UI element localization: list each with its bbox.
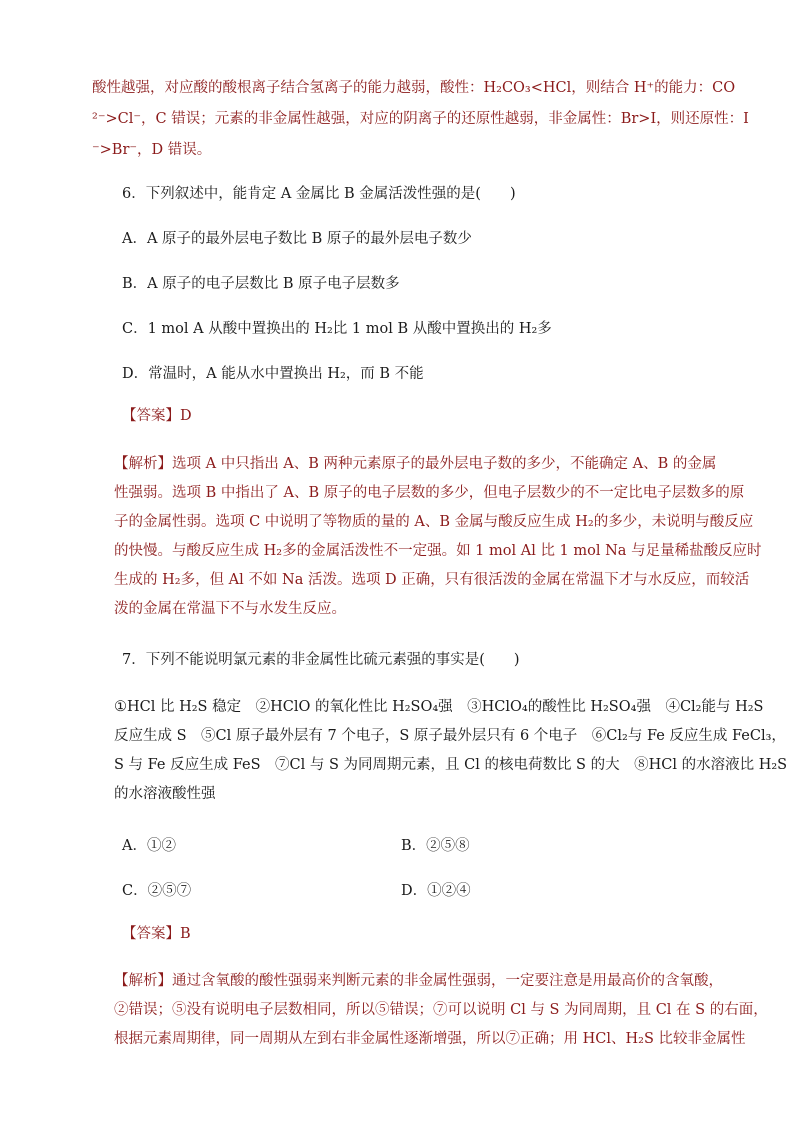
q7-analysis-line: 根据元素周期律，同一周期从左到右非金属性逐渐增强，所以⑦正确；用 HCl、H₂S 比较非金属性 [114, 1031, 746, 1047]
q6-option-c: C．1 mol A 从酸中置换出的 H₂比 1 mol B 从酸中置换出的 H₂多 [122, 321, 552, 337]
q7-fact-line: 的水溶液酸性强 [114, 786, 216, 802]
q7-stem: 7．下列不能说明氯元素的非金属性比硫元素强的事实是( ) [122, 652, 520, 668]
q7-fact-line: ①HCl 比 H₂S 稳定 ②HClO 的氧化性比 H₂SO₄强 ③HClO₄的酸性比 H₂SO₄强 ④Cl₂能与 H₂S [114, 699, 764, 715]
q7-analysis [114, 967, 768, 1054]
q7-answer: 【答案】B [122, 926, 191, 942]
q7-option-c: C．②⑤⑦ [122, 883, 192, 899]
q6-analysis-line: 【解析】选项 A 中只指出 A、B 两种元素原子的最外层电子数的多少，不能确定 A、B 的金属 [114, 456, 717, 472]
q7-option-b: B．②⑤⑧ [401, 838, 470, 854]
q6-analysis-line: 子的金属性弱。选项 C 中说明了等物质的量的 A、B 金属与酸反应生成 H₂的多少，未说明与酸反应 [114, 514, 754, 530]
q7-fact-line: S 与 Fe 反应生成 FeS ⑦Cl 与 S 为同周期元素，且 Cl 的核电荷数比 S 的大 ⑧HCl 的水溶液比 H₂S [114, 757, 788, 773]
q7-option-a: A．①② [122, 838, 176, 854]
q6-answer: 【答案】D [122, 408, 192, 424]
q7-analysis-line: 【解析】通过含氧酸的酸性强弱来判断元素的非金属性强弱，一定要注意是用最高价的含氧酸， [114, 973, 723, 989]
q6-analysis-line: 的快慢。与酸反应生成 H₂多的金属活泼性不一定强。如 1 mol Al 比 1 mol Na 与足量稀盐酸反应时 [114, 543, 762, 559]
q6-analysis [114, 450, 762, 624]
q7-facts [114, 693, 788, 809]
intro-line-3: ⁻>Br⁻，D 错误。 [92, 142, 212, 158]
q6-analysis-line: 泼的金属在常温下不与水发生反应。 [114, 601, 346, 617]
q6-option-a: A．A 原子的最外层电子数比 B 原子的最外层电子数少 [122, 231, 472, 247]
q7-analysis-line: ②错误；⑤没有说明电子层数相同，所以⑤错误；⑦可以说明 Cl 与 S 为同周期，且 Cl 在 S 的右面， [114, 1002, 768, 1018]
q7-option-d: D．①②④ [401, 883, 471, 899]
intro-line-1: 酸性越强，对应酸的酸根离子结合氢离子的能力越弱，酸性：H₂CO₃<HCl，则结合 H⁺的能力：CO [92, 80, 736, 96]
q6-stem: 6．下列叙述中，能肯定 A 金属比 B 金属活泼性强的是( ) [122, 186, 516, 202]
q6-analysis-line: 生成的 H₂多，但 Al 不如 Na 活泼。选项 D 正确，只有很活泼的金属在常温下才与水反应，而较活 [114, 572, 750, 588]
q7-fact-line: 反应生成 S ⑤Cl 原子最外层有 7 个电子，S 原子最外层只有 6 个电子 ⑥Cl₂与 Fe 反应生成 FeCl₃， [114, 728, 786, 744]
q6-option-d: D．常温时，A 能从水中置换出 H₂，而 B 不能 [122, 366, 424, 382]
q6-analysis-line: 性强弱。选项 B 中指出了 A、B 原子的电子层数的多少，但电子层数少的不一定比电子层数多的原 [114, 485, 745, 501]
intro-line-2: ²⁻>Cl⁻，C 错误；元素的非金属性越强，对应的阴离子的还原性越弱，非金属性：Br>I，则还原性：I [92, 111, 749, 127]
q6-option-b: B．A 原子的电子层数比 B 原子电子层数多 [122, 276, 400, 292]
intro-paragraph [92, 74, 749, 165]
